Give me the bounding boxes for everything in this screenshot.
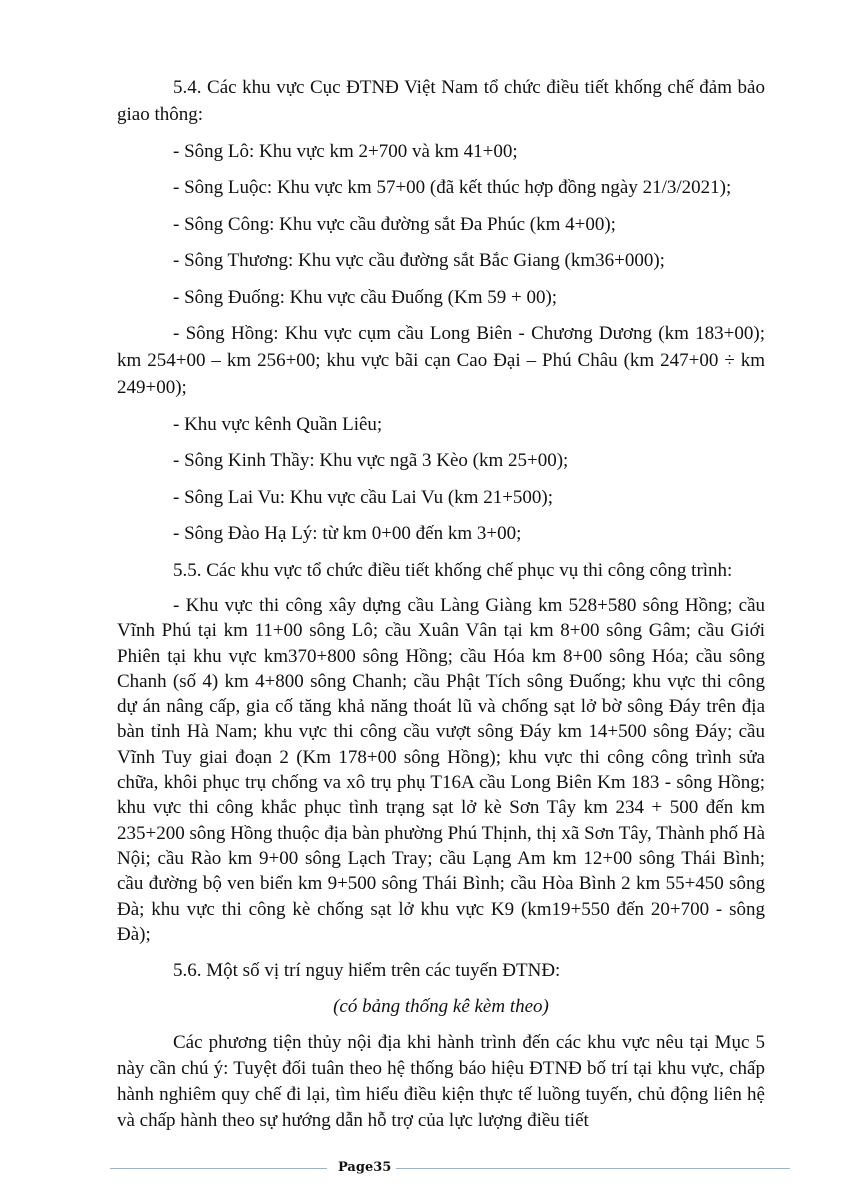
- footer-rule-right: [396, 1168, 790, 1169]
- list-item: - Sông Kinh Thầy: Khu vực ngã 3 Kèo (km 25+00);: [173, 450, 569, 471]
- list-item: - Sông Lô: Khu vực km 2+700 và km 41+00;: [173, 140, 518, 162]
- page-footer: [0, 1156, 849, 1180]
- list-item: - Sông Công: Khu vực cầu đường sắt Đa Phúc (km 4+00);: [173, 213, 616, 235]
- footer-rule-left: [110, 1168, 327, 1169]
- section-5-6-body: Các phương tiện thủy nội địa khi hành trình đến các khu vực nêu tại Mục 5 này cần chú ý: Tuyệt đối tuân theo hệ thống báo hiệu ĐTNĐ bố trí tại khu vực, chấp hành nghiêm quy chế đi lại, tìm hiểu điều kiện thực tế luồng tuyến, chủ động liên hệ và chấp hành theo sự hướng dẫn hỗ trợ của lực lượng điều tiết: [117, 1031, 765, 1131]
- list-item: - Sông Đào Hạ Lý: từ km 0+00 đến km 3+00;: [173, 523, 522, 544]
- list-item: - Sông Luộc: Khu vực km 57+00 (đã kết thúc hợp đồng ngày 21/3/2021);: [173, 177, 732, 198]
- list-item: - Sông Lai Vu: Khu vực cầu Lai Vu (km 21+500);: [173, 486, 554, 508]
- page-number: Page35: [338, 1160, 392, 1175]
- section-5-4-heading: 5.4. Các khu vực Cục ĐTNĐ Việt Nam tổ chức điều tiết khống chế đảm bảo giao thông:: [117, 77, 765, 125]
- list-item: - Sông Thương: Khu vực cầu đường sắt Bắc Giang (km36+000);: [173, 250, 665, 271]
- section-5-6-note: (có bảng thống kê kèm theo): [333, 996, 549, 1018]
- document-body: [117, 74, 765, 1143]
- list-item: - Khu vực kênh Quần Liêu;: [173, 413, 383, 435]
- section-5-5-heading: 5.5. Các khu vực tổ chức điều tiết khống chế phục vụ thi công công trình:: [173, 559, 733, 581]
- section-5-6-heading: 5.6. Một số vị trí nguy hiểm trên các tuyến ĐTNĐ:: [173, 959, 561, 981]
- list-item: - Sông Đuống: Khu vực cầu Đuống (Km 59 + 00);: [173, 286, 558, 308]
- section-5-5-body: - Khu vực thi công xây dựng cầu Làng Giàng km 528+580 sông Hồng; cầu Vĩnh Phú tại km 11+00 sông Lô; cầu Xuân Vân tại km 8+00 sông Gâm; cầu Giới Phiên tại khu vực km370+800 sông Hồng; cầu Hóa km 8+00 sông Hóa; cầu sông Chanh (số 4) km 4+800 sông Chanh; cầu Phật Tích sông Đuống; khu vực thi công dự án nâng cấp, gia cố tăng khả năng thoát lũ và chống sạt lở bờ sông Đáy trên địa bàn tỉnh Hà Nam; khu vực thi công cầu vượt sông Đáy km 14+500 sông Đáy; cầu Vĩnh Tuy giai đoạn 2 (Km 178+00 sông Hồng); khu vực thi công công trình sửa chữa, khôi phục trụ chống va xô trụ phụ T16A cầu Long Biên Km 183 - sông Hồng; khu vực thi công khắc phục tình trạng sạt lở kè Sơn Tây km 234 + 500 đến km 235+200 sông Hồng thuộc địa bàn phường Phú Thịnh, thị xã Sơn Tây, Thành phố Hà Nội; cầu Rào km 9+00 sông Lạch Tray; cầu Lạng Am km 12+00 sông Thái Bình; cầu đường bộ ven biển km 9+500 sông Thái Bình; cầu Hòa Bình 2 km 55+450 sông Đà; khu vực thi công kè chống sạt lở khu vực K9 (km19+550 đến 20+700 - sông Đà);: [117, 595, 765, 945]
- list-item: - Sông Hồng: Khu vực cụm cầu Long Biên - Chương Dương (km 183+00); km 254+00 – km 256+00; khu vực bãi cạn Cao Đại – Phú Châu (km 247+00 ÷ km 249+00);: [117, 323, 765, 398]
